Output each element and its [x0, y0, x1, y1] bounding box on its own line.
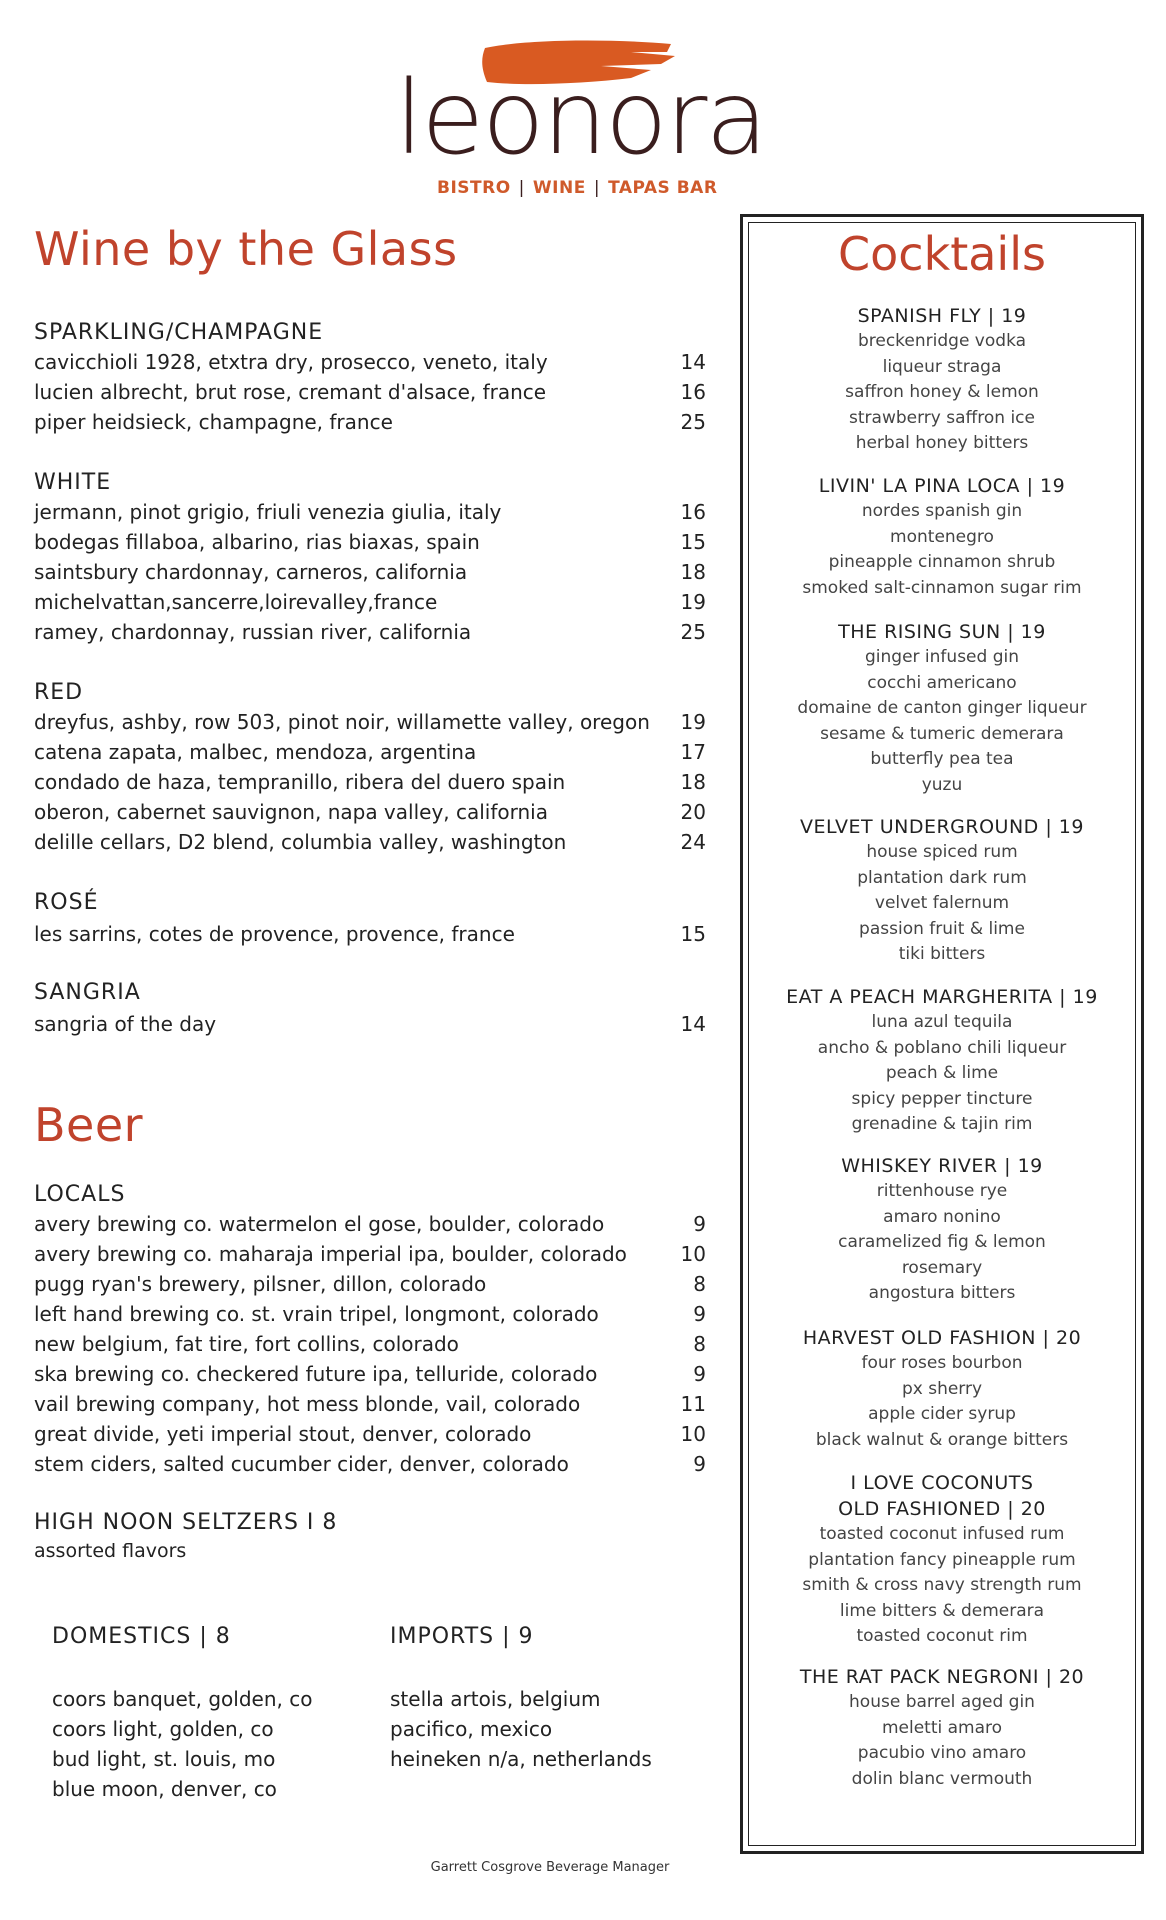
- ingredient: yuzu: [921, 774, 963, 795]
- item-price: 17: [680, 740, 706, 764]
- list-item: blue moon, denver, co: [52, 1777, 277, 1801]
- menu-row: [34, 620, 706, 650]
- item-price: 14: [680, 350, 706, 374]
- tagline-divider: |: [593, 178, 601, 198]
- menu-row: [34, 830, 706, 860]
- item-price: 8: [693, 1272, 706, 1296]
- list-item: coors banquet, golden, co: [52, 1687, 313, 1711]
- item-name: dreyfus, ashby, row 503, pinot noir, willamette valley, oregon: [34, 710, 650, 734]
- ingredient: plantation dark rum: [857, 867, 1027, 888]
- menu-row: [34, 1302, 706, 1332]
- tagline-divider: |: [518, 178, 525, 198]
- category-white: WHITE: [34, 470, 112, 495]
- ingredient: lime bitters & demerara: [839, 1600, 1045, 1621]
- cocktail-name: LIVIN' LA PINA LOCA | 19: [818, 475, 1066, 497]
- logo-wordmark: leonora: [395, 59, 766, 178]
- item-price: 15: [680, 530, 706, 554]
- footer-credit: Garrett Cosgrove Beverage Manager: [430, 1860, 670, 1875]
- ingredient: caramelized fig & lemon: [838, 1232, 1046, 1252]
- ingredient: cocchi americano: [867, 672, 1017, 693]
- item-price: 19: [680, 710, 706, 734]
- beer-title: Beer: [34, 1098, 144, 1152]
- cocktail-name: SPANISH FLY | 19: [857, 305, 1027, 327]
- item-price: 10: [680, 1242, 706, 1266]
- menu-row: [34, 1272, 706, 1302]
- category-sparkling: SPARKLING/CHAMPAGNE: [34, 320, 324, 345]
- cocktail-name: THE RAT PACK NEGRONI | 20: [799, 1666, 1085, 1688]
- menu-row: [34, 560, 706, 590]
- item-name: condado de haza, tempranillo, ribera del duero spain: [34, 770, 566, 794]
- item-price: 9: [693, 1452, 706, 1476]
- list-item: stella artois, belgium: [390, 1687, 601, 1711]
- item-name: saintsbury chardonnay, carneros, california: [34, 560, 468, 584]
- ingredient: liqueur straga: [882, 356, 1002, 377]
- cocktail-item: [743, 303, 1141, 457]
- ingredient: meletti amaro: [881, 1717, 1003, 1738]
- item-name: jermann, pinot grigio, friuli venezia giulia, italy: [34, 500, 502, 524]
- item-price: 16: [680, 500, 706, 524]
- ingredient: dolin blanc vermouth: [851, 1768, 1033, 1789]
- menu-row: [34, 800, 706, 830]
- cocktail-name: WHISKEY RIVER | 19: [841, 1155, 1043, 1177]
- ingredient: plantation fancy pineapple rum: [808, 1549, 1076, 1570]
- cocktail-name: VELVET UNDERGROUND | 19: [800, 816, 1084, 838]
- category-imports: IMPORTS | 9: [390, 1624, 534, 1649]
- item-price: 9: [693, 1212, 706, 1236]
- menu-row: [34, 500, 706, 530]
- ingredient: rosemary: [901, 1257, 983, 1278]
- ingredient: pacubio vino amaro: [857, 1743, 1027, 1763]
- item-price: 24: [680, 830, 706, 854]
- menu-row: [34, 922, 706, 952]
- ingredient: smoked salt-cinnamon sugar rim: [802, 577, 1082, 598]
- ingredient: velvet falernum: [874, 893, 1010, 913]
- cocktail-item: [743, 1153, 1141, 1307]
- menu-row: [34, 740, 706, 770]
- item-price: 20: [680, 800, 706, 824]
- category-red: RED: [34, 680, 84, 705]
- ingredient: saffron honey & lemon: [845, 382, 1039, 402]
- item-name: les sarrins, cotes de provence, provence, france: [34, 922, 515, 946]
- cocktail-item: [743, 1470, 1141, 1650]
- cocktails-title: Cocktails: [838, 227, 1046, 281]
- cocktail-name: EAT A PEACH MARGHERITA | 19: [786, 986, 1098, 1008]
- item-name: ramey, chardonnay, russian river, california: [34, 620, 472, 644]
- tagline-wine: WINE: [532, 178, 586, 198]
- menu-row: [34, 1332, 706, 1362]
- item-name: avery brewing co. maharaja imperial ipa, boulder, colorado: [34, 1242, 627, 1266]
- item-price: 11: [680, 1392, 706, 1416]
- item-name: michelvattan,sancerre,loirevalley,france: [34, 590, 438, 614]
- category-locals: LOCALS: [34, 1182, 126, 1207]
- cocktail-item: [743, 473, 1141, 601]
- cocktail-name-line-2: OLD FASHIONED | 20: [838, 1498, 1046, 1520]
- seltzers-note: assorted flavors: [34, 1540, 187, 1562]
- item-name: delille cellars, D2 blend, columbia valley, washington: [34, 830, 567, 854]
- item-price: 18: [680, 560, 706, 584]
- ingredient: strawberry saffron ice: [849, 407, 1035, 428]
- ingredient: toasted coconut infused rum: [819, 1524, 1065, 1544]
- item-price: 25: [680, 410, 706, 434]
- logo: [395, 36, 775, 206]
- tagline: [437, 178, 717, 198]
- item-price: 16: [680, 380, 706, 404]
- imports-list: [390, 1684, 652, 1774]
- item-price: 14: [680, 1012, 706, 1036]
- ingredient: peach & lime: [885, 1063, 999, 1083]
- item-name: great divide, yeti imperial stout, denver, colorado: [34, 1422, 532, 1446]
- ingredient: toasted coconut rim: [856, 1626, 1028, 1646]
- item-name: ska brewing co. checkered future ipa, telluride, colorado: [34, 1362, 598, 1386]
- item-price: 15: [680, 922, 706, 946]
- list-item: coors light, golden, co: [52, 1717, 274, 1741]
- category-seltzers: HIGH NOON SELTZERS I 8: [34, 1510, 338, 1535]
- ingredient: four roses bourbon: [861, 1353, 1023, 1373]
- item-name: stem ciders, salted cucumber cider, denver, colorado: [34, 1452, 569, 1476]
- ingredient: apple cider syrup: [868, 1404, 1016, 1424]
- menu-row: [34, 410, 706, 440]
- cocktail-name: HARVEST OLD FASHION | 20: [802, 1327, 1082, 1349]
- ingredient: rittenhouse rye: [876, 1181, 1008, 1201]
- menu-row: [34, 710, 706, 740]
- ingredient: pineapple cinnamon shrub: [828, 552, 1056, 572]
- ingredient: passion fruit & lime: [859, 918, 1025, 939]
- item-name: piper heidsieck, champagne, france: [34, 410, 393, 434]
- cocktail-name: THE RISING SUN | 19: [838, 621, 1046, 643]
- ingredient: angostura bitters: [868, 1283, 1016, 1303]
- menu-row: [34, 350, 706, 380]
- ingredient: spicy pepper tincture: [851, 1088, 1033, 1109]
- menu-row: [34, 770, 706, 800]
- ingredient: herbal honey bitters: [855, 433, 1029, 453]
- item-name: pugg ryan's brewery, pilsner, dillon, colorado: [34, 1272, 487, 1296]
- ingredient: nordes spanish gin: [861, 501, 1023, 521]
- category-rose: ROSÉ: [34, 890, 99, 915]
- menu-row: [34, 1242, 706, 1272]
- cocktail-item: [743, 814, 1141, 968]
- ingredient: luna azul tequila: [871, 1012, 1013, 1032]
- list-item: pacifico, mexico: [390, 1717, 553, 1741]
- ingredient: ancho & poblano chili liqueur: [817, 1037, 1067, 1058]
- ingredient: grenadine & tajin rim: [851, 1114, 1033, 1134]
- item-price: 8: [693, 1332, 706, 1356]
- ingredient: sesame & tumeric demerara: [820, 723, 1064, 744]
- domestics-list: [52, 1684, 312, 1804]
- item-name: vail brewing company, hot mess blonde, vail, colorado: [34, 1392, 581, 1416]
- cocktail-item: [743, 984, 1141, 1138]
- item-name: oberon, cabernet sauvignon, napa valley, california: [34, 800, 548, 824]
- ingredient: domaine de canton ginger liqueur: [797, 698, 1087, 718]
- list-item: heineken n/a, netherlands: [390, 1747, 652, 1771]
- menu-row: [34, 1012, 706, 1042]
- cocktails-panel: [740, 214, 1144, 1854]
- item-price: 19: [680, 590, 706, 614]
- item-name: bodegas fillaboa, albarino, rias biaxas, spain: [34, 530, 480, 554]
- cocktail-item: [743, 1664, 1141, 1792]
- ingredient: house spiced rum: [866, 842, 1018, 862]
- item-name: left hand brewing co. st. vrain tripel, longmont, colorado: [34, 1302, 599, 1326]
- item-price: 25: [680, 620, 706, 644]
- ingredient: breckenridge vodka: [857, 331, 1027, 351]
- cocktail-item: [743, 1325, 1141, 1453]
- menu-row: [34, 380, 706, 410]
- ingredient: black walnut & orange bitters: [815, 1429, 1069, 1450]
- menu-row: [34, 590, 706, 620]
- ingredient: montenegro: [890, 526, 994, 547]
- menu-row: [34, 1452, 706, 1482]
- item-name: lucien albrecht, brut rose, cremant d'alsace, france: [34, 380, 547, 404]
- ingredient: ginger infused gin: [865, 647, 1019, 667]
- item-price: 10: [680, 1422, 706, 1446]
- tagline-tapas: TAPAS BAR: [608, 178, 718, 198]
- menu-row: [34, 1422, 706, 1452]
- ingredient: house barrel aged gin: [849, 1692, 1035, 1712]
- item-name: avery brewing co. watermelon el gose, boulder, colorado: [34, 1212, 605, 1236]
- tagline-bistro: BISTRO: [437, 178, 511, 198]
- cocktail-item: [743, 619, 1141, 798]
- item-name: sangria of the day: [34, 1012, 217, 1036]
- ingredient: amaro nonino: [883, 1206, 1001, 1227]
- ingredient: px sherry: [901, 1378, 983, 1399]
- menu-row: [34, 530, 706, 560]
- item-price: 9: [693, 1302, 706, 1326]
- category-sangria: SANGRIA: [34, 980, 141, 1005]
- cocktail-name: I LOVE COCONUTS: [850, 1472, 1034, 1494]
- item-name: new belgium, fat tire, fort collins, colorado: [34, 1332, 459, 1356]
- item-price: 18: [680, 770, 706, 794]
- list-item: bud light, st. louis, mo: [52, 1747, 276, 1771]
- menu-row: [34, 1392, 706, 1422]
- menu-row: [34, 1212, 706, 1242]
- item-name: cavicchioli 1928, etxtra dry, prosecco, veneto, italy: [34, 350, 548, 374]
- ingredient: butterfly pea tea: [870, 749, 1014, 769]
- category-domestics: DOMESTICS | 8: [52, 1624, 231, 1649]
- ingredient: tiki bitters: [898, 944, 986, 964]
- menu-row: [34, 1362, 706, 1392]
- item-name: catena zapata, malbec, mendoza, argentina: [34, 740, 477, 764]
- ingredient: smith & cross navy strength rum: [802, 1575, 1082, 1595]
- item-price: 9: [693, 1362, 706, 1386]
- wine-title: Wine by the Glass: [34, 222, 458, 276]
